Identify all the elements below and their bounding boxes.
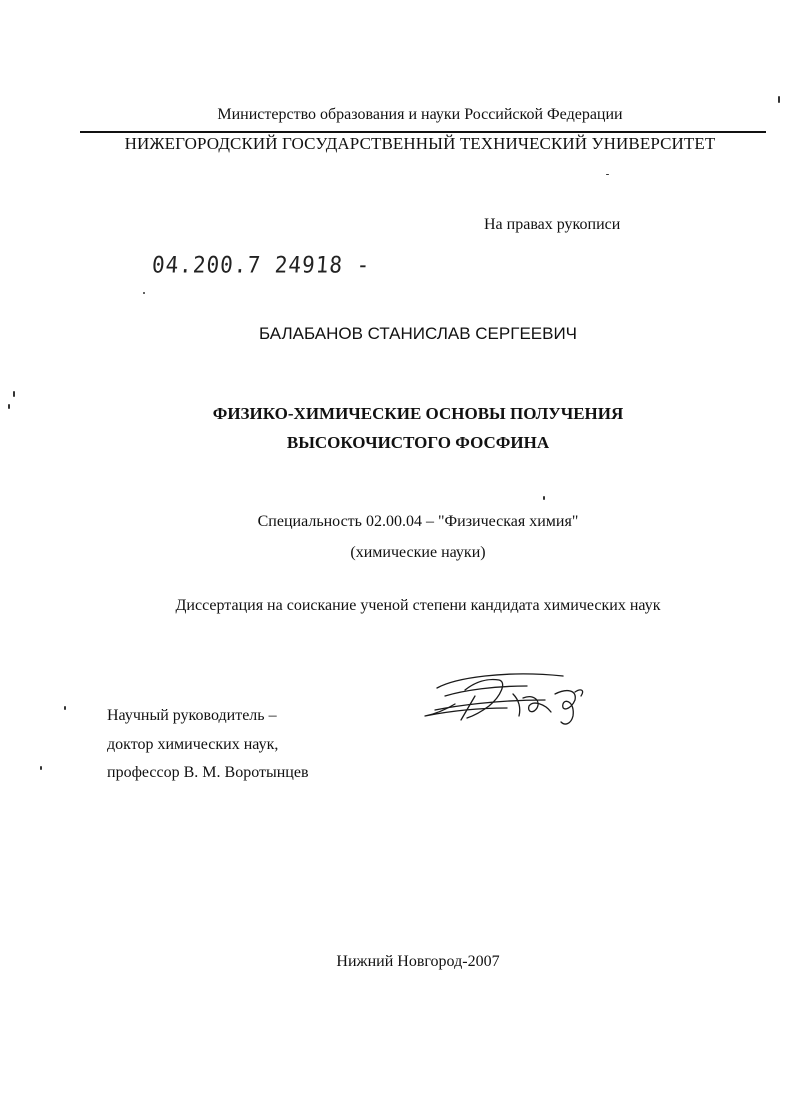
supervisor-degree: доктор химических наук, [107, 736, 279, 753]
university-name: НИЖЕГОРОДСКИЙ ГОСУДАРСТВЕННЫЙ ТЕХНИЧЕСКИЙ УНИВЕРСИТЕТ [124, 134, 716, 153]
scan-speck [64, 706, 66, 710]
author-name: БАЛАБАНОВ СТАНИСЛАВ СЕРГЕЕВИЧ [258, 324, 578, 343]
scan-speck [143, 292, 145, 294]
ministry-name: Министерство образования и науки Российской Федерации [217, 106, 623, 123]
dissertation-statement: Диссертация на соискание ученой степени кандидата химических наук [175, 597, 661, 614]
thesis-title-line-1: ФИЗИКО-ХИМИЧЕСКИЕ ОСНОВЫ ПОЛУЧЕНИЯ [212, 404, 624, 423]
supervisor-role: Научный руководитель – [107, 707, 277, 724]
registration-stamp: 04.200.7 24918 - [151, 252, 372, 278]
scan-speck [8, 404, 10, 409]
scan-speck [778, 96, 780, 103]
supervisor-name: профессор В. М. Воротынцев [107, 764, 309, 781]
scan-speck [543, 496, 545, 500]
specialty-field: (химические науки) [350, 544, 486, 561]
specialty-line: Специальность 02.00.04 – "Физическая химия" [257, 513, 579, 530]
scan-speck [13, 391, 15, 397]
city-year: Нижний Новгород-2007 [336, 953, 500, 970]
manuscript-rights-note: На правах рукописи [484, 216, 621, 233]
scan-speck [40, 766, 42, 770]
thesis-title-line-2: ВЫСОКОЧИСТОГО ФОСФИНА [286, 433, 550, 452]
signature-image [415, 660, 595, 730]
header-divider [80, 131, 766, 133]
scan-speck [606, 174, 609, 175]
